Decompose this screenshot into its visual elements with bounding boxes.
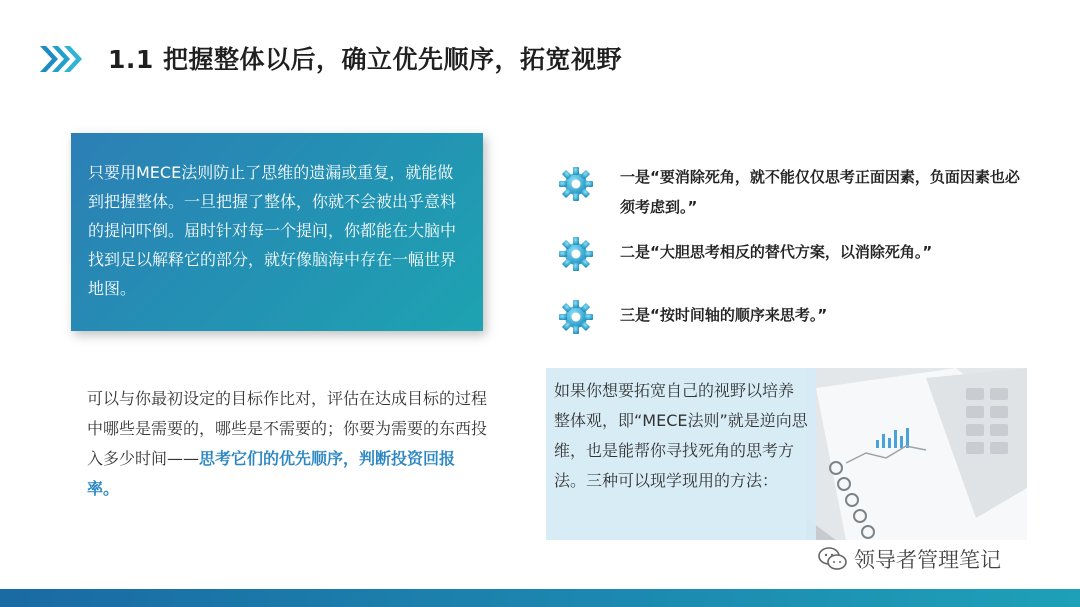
- desk-photo: [806, 368, 1027, 540]
- bullet-item-3: [558, 291, 1028, 351]
- bullet-text: 三是“按时间轴的顺序来思考。”: [620, 306, 828, 324]
- bullet-item-2: [558, 228, 1028, 288]
- footer-bar: [0, 589, 1080, 607]
- watermark-text: 领导者管理笔记: [854, 548, 1001, 572]
- intro-box: [71, 133, 483, 331]
- gear-icon: [558, 299, 594, 335]
- body-highlight: 思考它们的优先顺序，判断投资回报率。: [87, 449, 456, 498]
- photo-panel: [546, 368, 1027, 540]
- intro-text: 只要用MECE法则防止了思维的遗漏或重复，就能做到把握整体。一旦把握了整体，你就不会被出乎意料的提问吓倒。届时针对每一个提问，你都能在大脑中找到足以解释它的部分，就好像脑海中存在一幅世界地图。: [88, 163, 457, 298]
- watermark: [818, 543, 1001, 575]
- double-chevron-icon: [38, 44, 82, 74]
- body-paragraph: [87, 384, 487, 504]
- gear-icon: [558, 166, 594, 202]
- bullet-item-1: [558, 158, 1028, 218]
- wechat-icon: [818, 546, 848, 572]
- photo-caption: 如果你想要拓宽自己的视野以培养整体观，即“MECE法则”就是逆向思维，也是能帮你寻找死角的思考方法。三种可以现学现用的方法：: [546, 368, 816, 540]
- bullet-text: 二是“大胆思考相反的替代方案，以消除死角。”: [620, 243, 933, 261]
- slide-title: 1.1 把握整体以后，确立优先顺序，拓宽视野: [108, 45, 622, 74]
- bullet-text: 一是“要消除死角，就不能仅仅思考正面因素，负面因素也必须考虑到。”: [620, 168, 1020, 216]
- body-text: 可以与你最初设定的目标作比对，评估在达成目标的过程中哪些是需要的，哪些是不需要的；你要为需要的东西投入多少时间——: [87, 389, 488, 468]
- gear-icon: [558, 236, 594, 272]
